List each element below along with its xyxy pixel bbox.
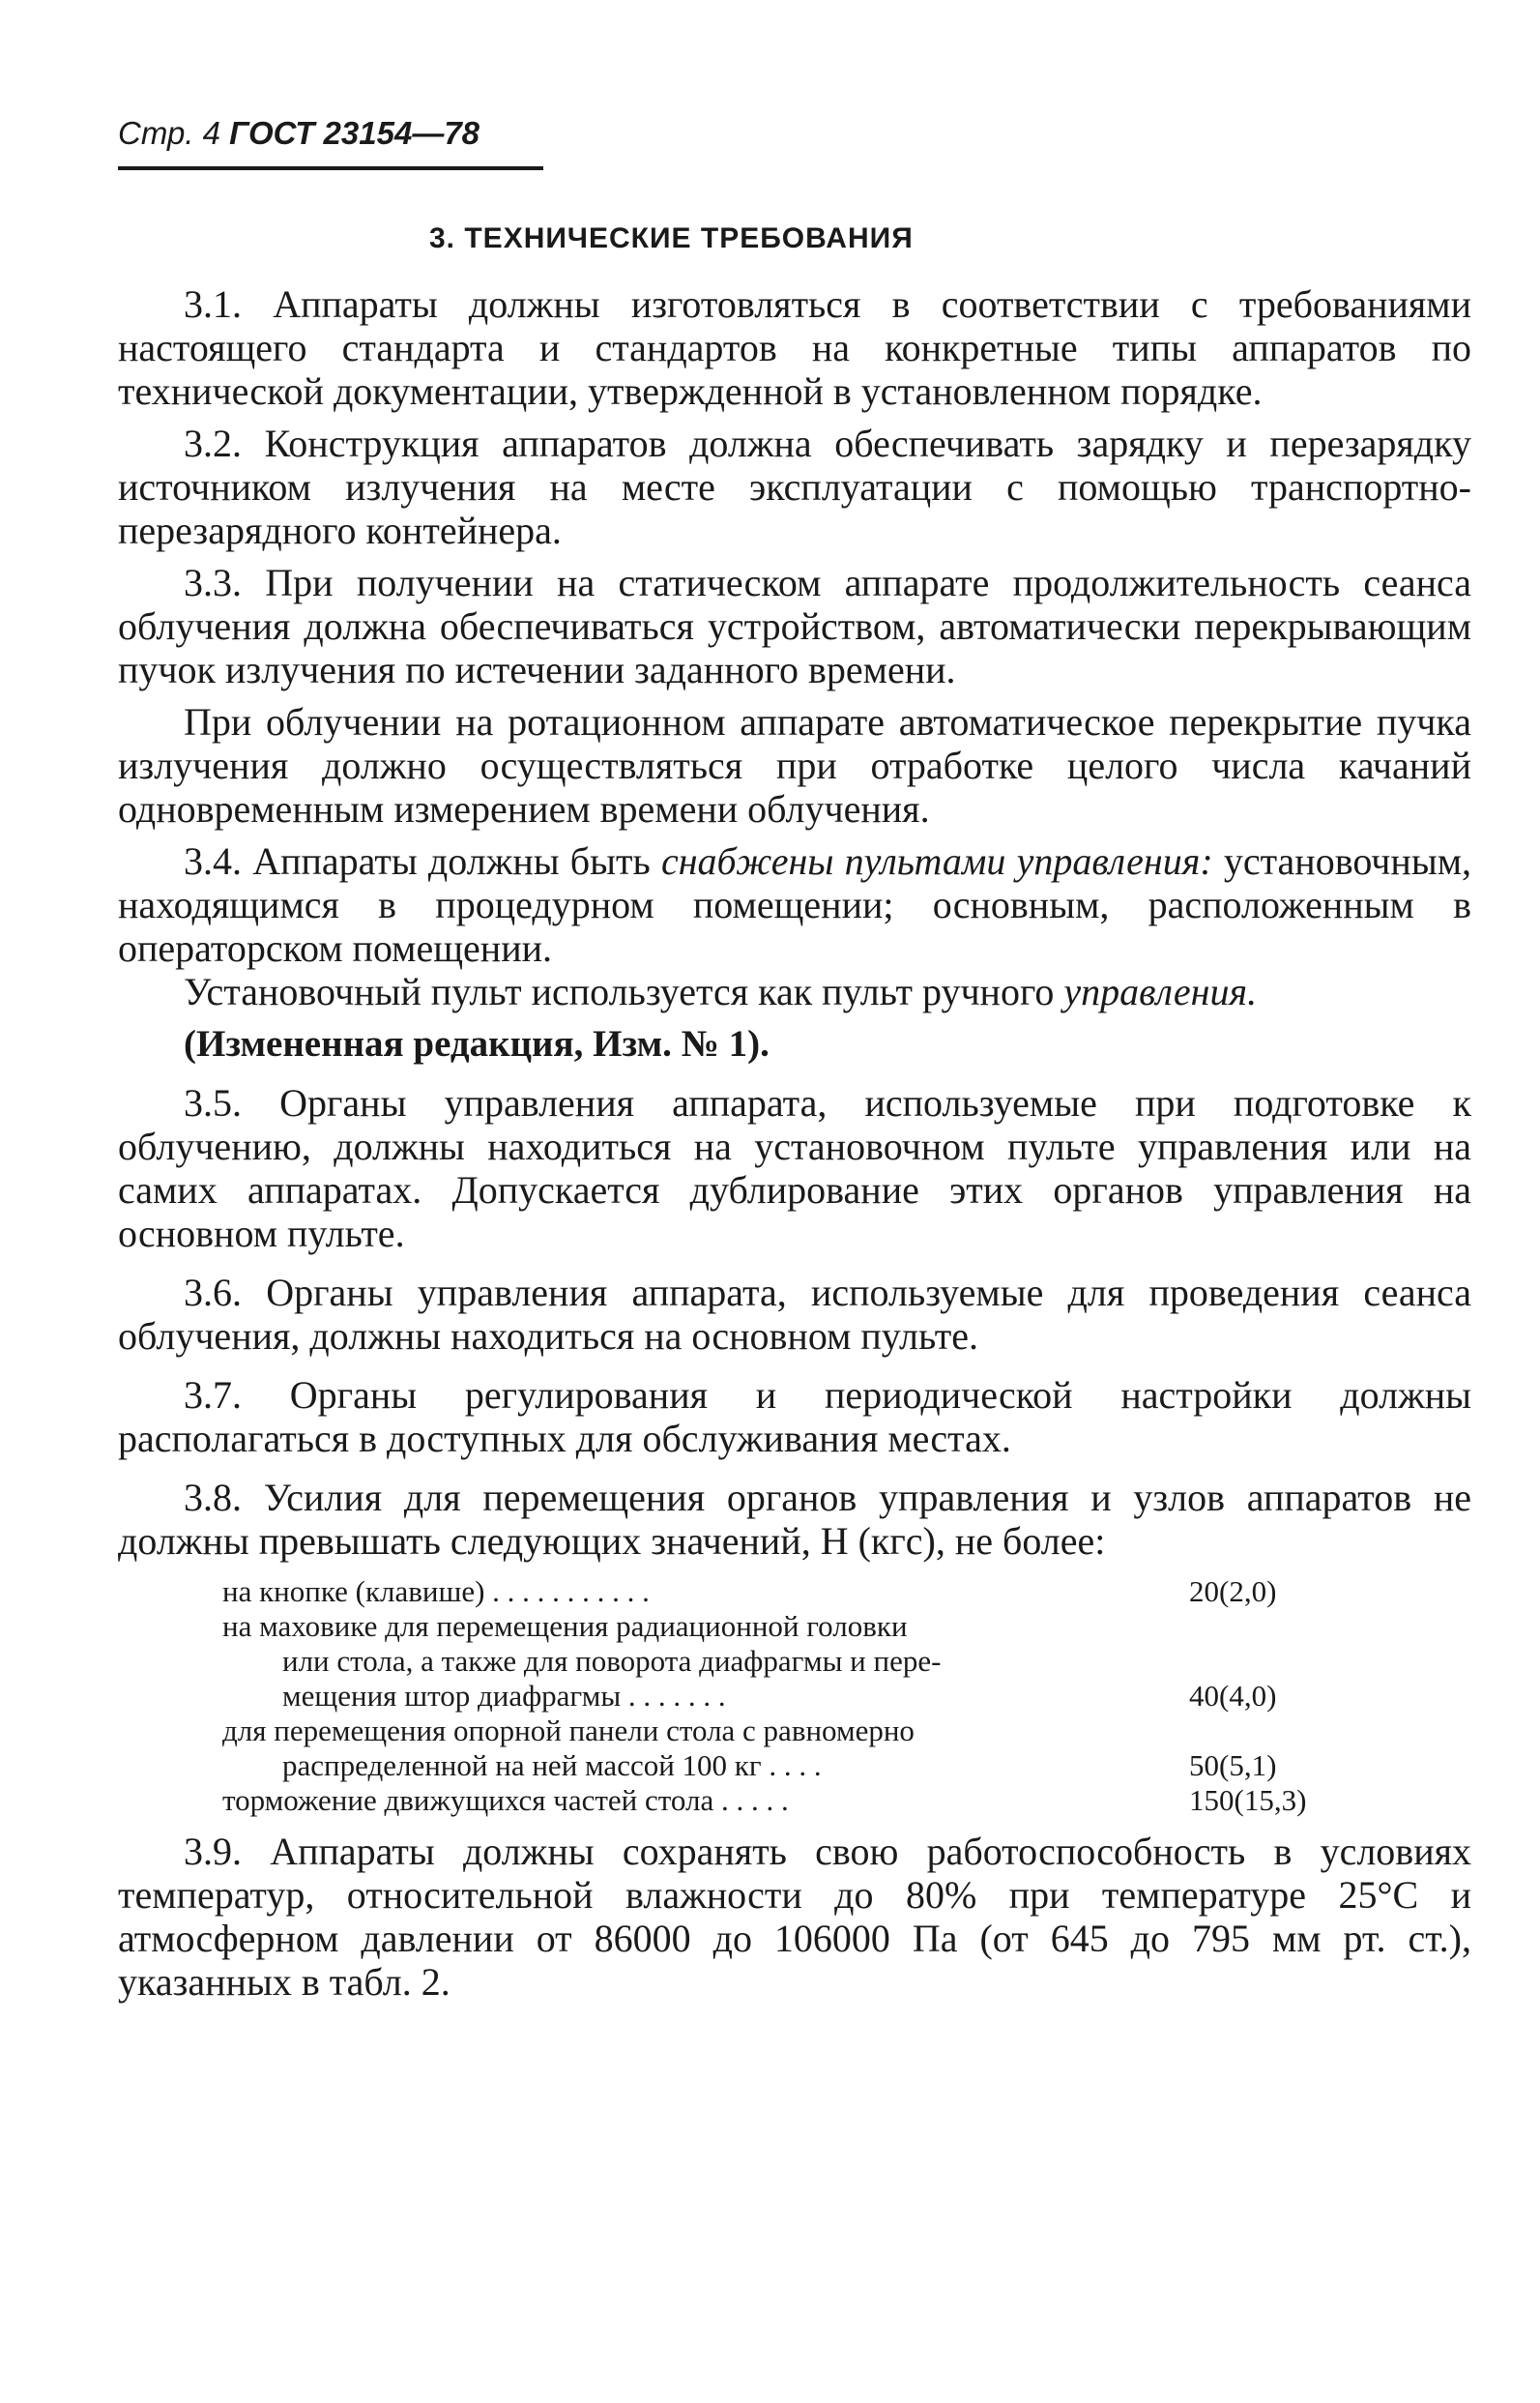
force-row-label: торможение движущихся частей стола . . . . .	[222, 1783, 789, 1817]
force-row-label: для перемещения опорной панели стола с равномерно	[222, 1714, 915, 1747]
force-row-continued	[222, 1748, 1363, 1783]
force-row-continued	[222, 1644, 1363, 1679]
clause-3-4-manual	[118, 970, 1471, 1013]
force-row-value: 20(2,0)	[1189, 1574, 1277, 1608]
page-number: Стр. 4	[118, 115, 220, 151]
clause-3-8: 3.8. Усилия для перемещения органов управления и узлов аппаратов не должны превышать следующих значений, Н (кгс), не более:	[118, 1476, 1471, 1563]
force-row-label: распределенной на ней массой 100 кг . . . .	[282, 1748, 822, 1782]
clause-3-4	[118, 839, 1471, 970]
clause-3-5: 3.5. Органы управления аппарата, используемые при подготовке к облучению, должны находиться на установочном пульте управления или на самих аппаратах. Допускается дублирование этих органов управления на основном пульте.	[118, 1081, 1471, 1255]
clause-3-7: 3.7. Органы регулирования и периодической настройки должны располагаться в доступных для обслуживания местах.	[118, 1373, 1471, 1460]
force-row-value: 40(4,0)	[1189, 1679, 1277, 1713]
clause-3-2: 3.2. Конструкция аппаратов должна обеспечивать зарядку и перезарядку источником излучения на месте эксплуатации с помощью транспортно-перезарядного контейнера.	[118, 422, 1471, 552]
clause-3-6: 3.6. Органы управления аппарата, используемые для проведения сеанса облучения, должны находиться на основном пульте.	[118, 1271, 1471, 1358]
force-row-value: 150(15,3)	[1189, 1783, 1307, 1817]
force-limits-list	[222, 1574, 1363, 1818]
force-row-label: на маховике для перемещения радиационной головки	[222, 1609, 908, 1643]
clause-3-4-text-b: установочным, находящимся в процедурном помещении; основным, расположенным в операторском помещении.	[118, 839, 1471, 970]
force-row	[222, 1609, 1363, 1644]
page-header	[118, 108, 1471, 170]
document-body	[118, 282, 1471, 2004]
clause-3-3: 3.3. При получении на статическом аппарате продолжительность сеанса облучения должна обеспечиваться устройством, автоматически перекрывающим пучок излучения по истечении заданного времени.	[118, 561, 1471, 691]
clause-3-4-text-a: 3.4. Аппараты должны быть	[184, 839, 661, 883]
clause-3-4-emphasis: снабжены пультами управления:	[660, 839, 1213, 883]
force-row-value: 50(5,1)	[1189, 1748, 1277, 1782]
force-row	[222, 1714, 1363, 1748]
force-row	[222, 1574, 1363, 1609]
clause-3-9: 3.9. Аппараты должны сохранять свою работоспособность в условиях температур, относительной влажности до 80% при температуре 25°С и атмосферном давлении от 86000 до 106000 Па (от 645 до 795 мм рт. ст.), указанных в табл. 2.	[118, 1830, 1471, 2004]
clause-3-4-manual-text: Установочный пульт используется как пульт ручного	[184, 970, 1064, 1013]
force-row-label: мещения штор диафрагмы . . . . . . .	[282, 1679, 726, 1713]
force-row-continued	[222, 1679, 1363, 1714]
amendment-note: (Измененная редакция, Изм. № 1).	[184, 1023, 770, 1065]
force-row-label: или стола, а также для поворота диафрагмы и пере-	[282, 1644, 942, 1678]
gost-number: ГОСТ 23154—78	[229, 115, 480, 151]
section-title: 3. ТЕХНИЧЕСКИЕ ТРЕБОВАНИЯ	[429, 222, 914, 254]
clause-3-1: 3.1. Аппараты должны изготовляться в соответствии с требованиями настоящего стандарта и стандартов на конкретные типы аппаратов по технической документации, утвержденной в установленном порядке.	[118, 282, 1471, 413]
force-row	[222, 1783, 1363, 1818]
clause-3-3-rotation: При облучении на ротационном аппарате автоматическое перекрытие пучка излучения должно осуществляться при отработке целого числа качаний одновременным измерением времени облучения.	[118, 700, 1471, 831]
header-rule	[118, 166, 543, 170]
clause-3-4-manual-emphasis: управления.	[1063, 970, 1258, 1013]
force-row-label: на кнопке (клавише) . . . . . . . . . . .	[222, 1574, 650, 1608]
running-header	[118, 108, 1471, 159]
